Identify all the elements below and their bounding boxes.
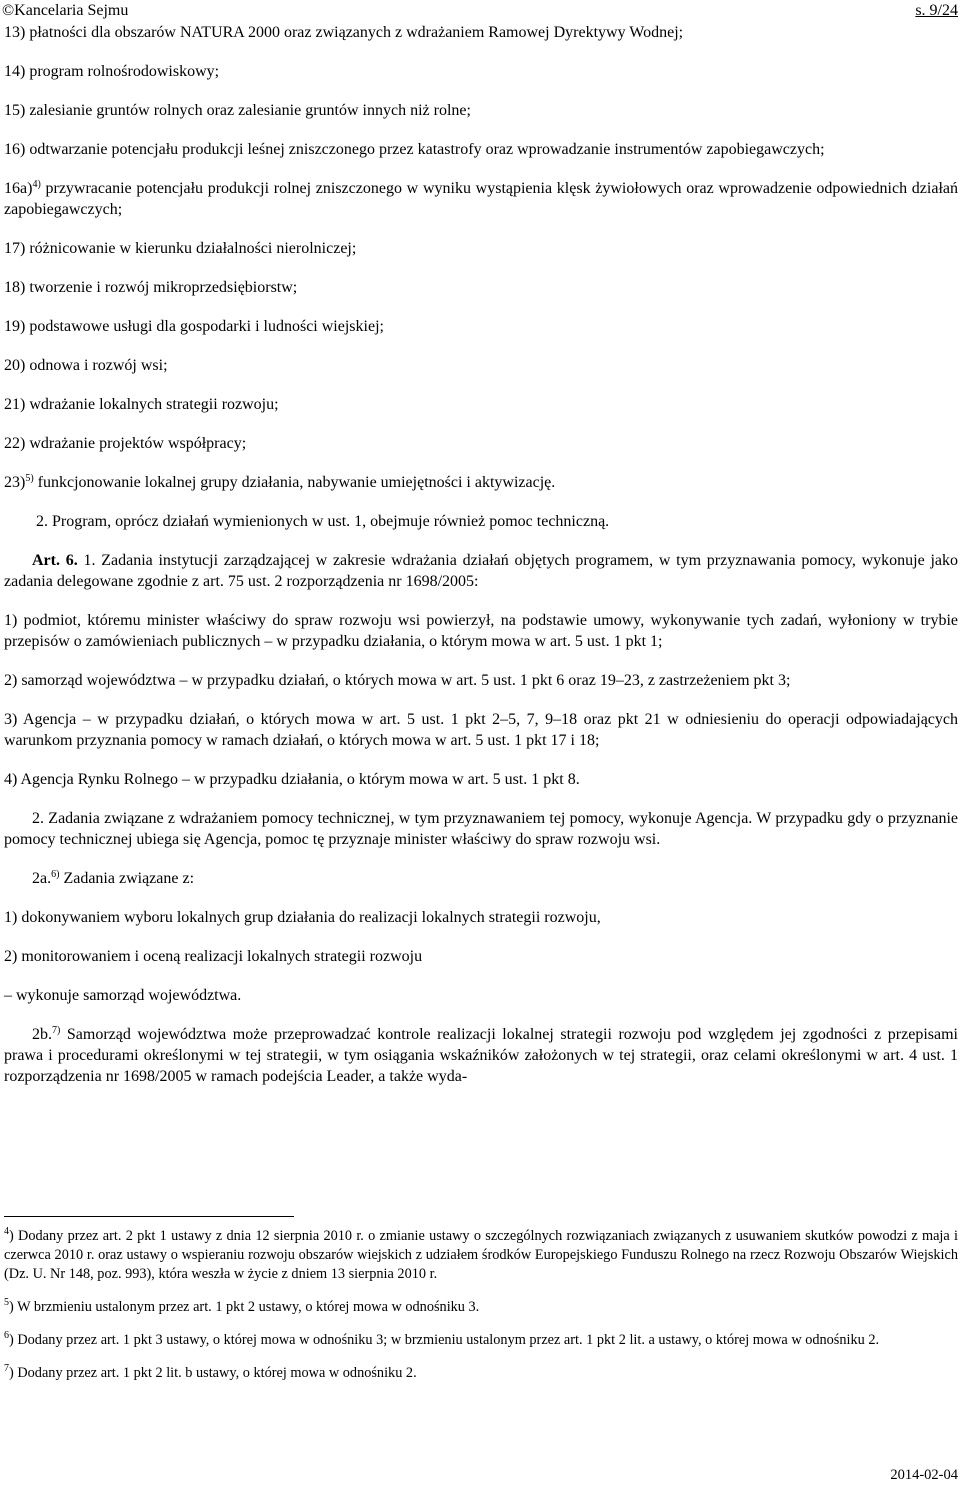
- footnote-number: 6: [4, 1330, 9, 1341]
- list-item: [4, 472, 958, 493]
- article-label: Art. 6.: [32, 552, 78, 569]
- item-text: funkcjonowanie lokalnej grupy działania, nabywanie umiejętności i aktywizację.: [33, 474, 556, 491]
- list-item: [4, 178, 958, 220]
- footnote-divider: [4, 1216, 294, 1217]
- list-item: 1) dokonywaniem wyboru lokalnych grup działania do realizacji lokalnych strategii rozwoju,: [4, 909, 601, 926]
- page-number: s. 9/24: [915, 2, 958, 19]
- article-text: 1. Zadania instytucji zarządzającej w zakresie wdrażania działań objętych programem, w tym przyznawania pomocy, wykonuje jako zadania delegowane zgodnie z art. 75 ust. 2 rozporządzenia nr 1698/2005:: [4, 552, 958, 590]
- paragraph-ust-2: 2. Program, oprócz działań wymienionych w ust. 1, obejmuje również pomoc techniczną.: [36, 513, 610, 530]
- paragraph-ust-2a: [4, 868, 958, 889]
- footnote-text: ) Dodany przez art. 2 pkt 1 ustawy z dnia 12 sierpnia 2010 r. o zmianie ustawy o szczególnych rozwiązaniach związanych z usuwaniem skutków powodzi z maja i czerwca 2010 r. oraz ustawy o wspieraniu rozwoju obszarów wiejskich z udziałem środków Europejskiego Funduszu Rolnego na rzecz Rozwoju Obszarów Wiejskich (Dz. U. Nr 148, poz. 993), która weszła w życie z dniem 13 sierpnia 2010 r.: [4, 1228, 958, 1282]
- footnote-ref: 5): [25, 473, 34, 484]
- footnote-number: 7: [4, 1363, 9, 1374]
- footnote-ref: 7): [52, 1025, 61, 1036]
- footnote: [4, 1298, 958, 1317]
- item-number: 16a): [4, 180, 33, 197]
- list-item: 19) podstawowe usługi dla gospodarki i ludności wiejskiej;: [4, 318, 384, 335]
- header-source: ©Kancelaria Sejmu: [2, 2, 129, 19]
- list-tail: – wykonuje samorząd województwa.: [4, 987, 242, 1004]
- footnote-number: 5: [4, 1297, 9, 1308]
- footnote-text: ) W brzmieniu ustalonym przez art. 1 pkt 2 ustawy, o której mowa w odnośniku 3.: [9, 1299, 480, 1315]
- list-item: 3) Agencja – w przypadku działań, o których mowa w art. 5 ust. 1 pkt 2–5, 7, 9–18 oraz pkt 21 w odniesieniu do operacji odpowiadających warunkom przyznania pomocy w ramach działań, o których mowa w art. 5 ust. 1 pkt 17 i 18;: [4, 711, 958, 749]
- paragraph-ust-2b: [4, 1024, 958, 1087]
- paragraph-ust-2-art6: 2. Zadania związane z wdrażaniem pomocy technicznej, w tym przyznawaniem tej pomocy, wykonuje Agencja. W przypadku gdy o przyznanie pomocy technicznej ubiega się Agencja, pomoc tę przyznaje minister właściwy do spraw rozwoju wsi.: [4, 810, 958, 848]
- list-item: 4) Agencja Rynku Rolnego – w przypadku działania, o którym mowa w art. 5 ust. 1 pkt 8.: [4, 771, 580, 788]
- footnote: [4, 1331, 958, 1350]
- footnote-text: ) Dodany przez art. 1 pkt 2 lit. b ustawy, o której mowa w odnośniku 2.: [9, 1365, 417, 1381]
- list-item: 1) podmiot, któremu minister właściwy do spraw rozwoju wsi powierzył, na podstawie umowy, wykonywanie tych zadań, wyłoniony w trybie przepisów o zamówieniach publicznych – w przypadku działania, o którym mowa w art. 5 ust. 1 pkt 1;: [4, 612, 958, 650]
- list-item: 22) wdrażanie projektów współpracy;: [4, 435, 247, 452]
- footnote-ref: 4): [32, 179, 41, 190]
- item-number: 23): [4, 474, 26, 491]
- article-6: [4, 550, 958, 592]
- list-item: 15) zalesianie gruntów rolnych oraz zalesianie gruntów innych niż rolne;: [4, 102, 471, 119]
- paragraph-text: Samorząd województwa może przeprowadzać kontrole realizacji lokalnej strategii rozwoju pod względem jej zgodności z przepisami prawa i procedurami określonymi w tej strategii, w tym osiągania wskaźników założonych w tej strategii, oraz celami określonymi w art. 4 ust. 1 rozporządzenia nr 1698/2005 w ramach podejścia Leader, a także wyda-: [4, 1026, 958, 1085]
- paragraph-number: 2a.: [32, 870, 52, 887]
- list-item: 2) monitorowaniem i oceną realizacji lokalnych strategii rozwoju: [4, 948, 423, 965]
- footnote: [4, 1364, 958, 1383]
- footnotes: [4, 1216, 958, 1397]
- list-item: 18) tworzenie i rozwój mikroprzedsiębiorstw;: [4, 279, 298, 296]
- footnote-number: 4: [4, 1226, 9, 1237]
- list-item: 16) odtwarzanie potencjału produkcji leśnej zniszczonego przez katastrofy oraz wprowadzanie instrumentów zapobiegawczych;: [4, 141, 825, 158]
- list-item: 20) odnowa i rozwój wsi;: [4, 357, 168, 374]
- document-body: [4, 22, 958, 1105]
- list-item: 13) płatności dla obszarów NATURA 2000 oraz związanych z wdrażaniem Ramowej Dyrektywy Wodnej;: [4, 24, 684, 41]
- page-header: [2, 0, 958, 20]
- list-item: 2) samorząd województwa – w przypadku działań, o których mowa w art. 5 ust. 1 pkt 6 oraz 19–23, z zastrzeżeniem pkt 3;: [4, 672, 791, 689]
- footer-date: 2014-02-04: [890, 1467, 958, 1483]
- paragraph-number: 2b.: [32, 1026, 52, 1043]
- item-text: przywracanie potencjału produkcji rolnej zniszczonego w wyniku wystąpienia klęsk żywiołowych oraz wprowadzenie odpowiednich działań zapobiegawczych;: [4, 180, 958, 218]
- footnote: [4, 1227, 958, 1284]
- paragraph-text: Zadania związane z:: [59, 870, 195, 887]
- list-item: 14) program rolnośrodowiskowy;: [4, 63, 220, 80]
- footnote-ref: 6): [51, 869, 60, 880]
- list-item: 17) różnicowanie w kierunku działalności nierolniczej;: [4, 240, 357, 257]
- footnote-text: ) Dodany przez art. 1 pkt 3 ustawy, o której mowa w odnośniku 3; w brzmieniu ustalonym przez art. 1 pkt 2 lit. a ustawy, o której mowa w odnośniku 2.: [9, 1332, 880, 1348]
- list-item: 21) wdrażanie lokalnych strategii rozwoju;: [4, 396, 279, 413]
